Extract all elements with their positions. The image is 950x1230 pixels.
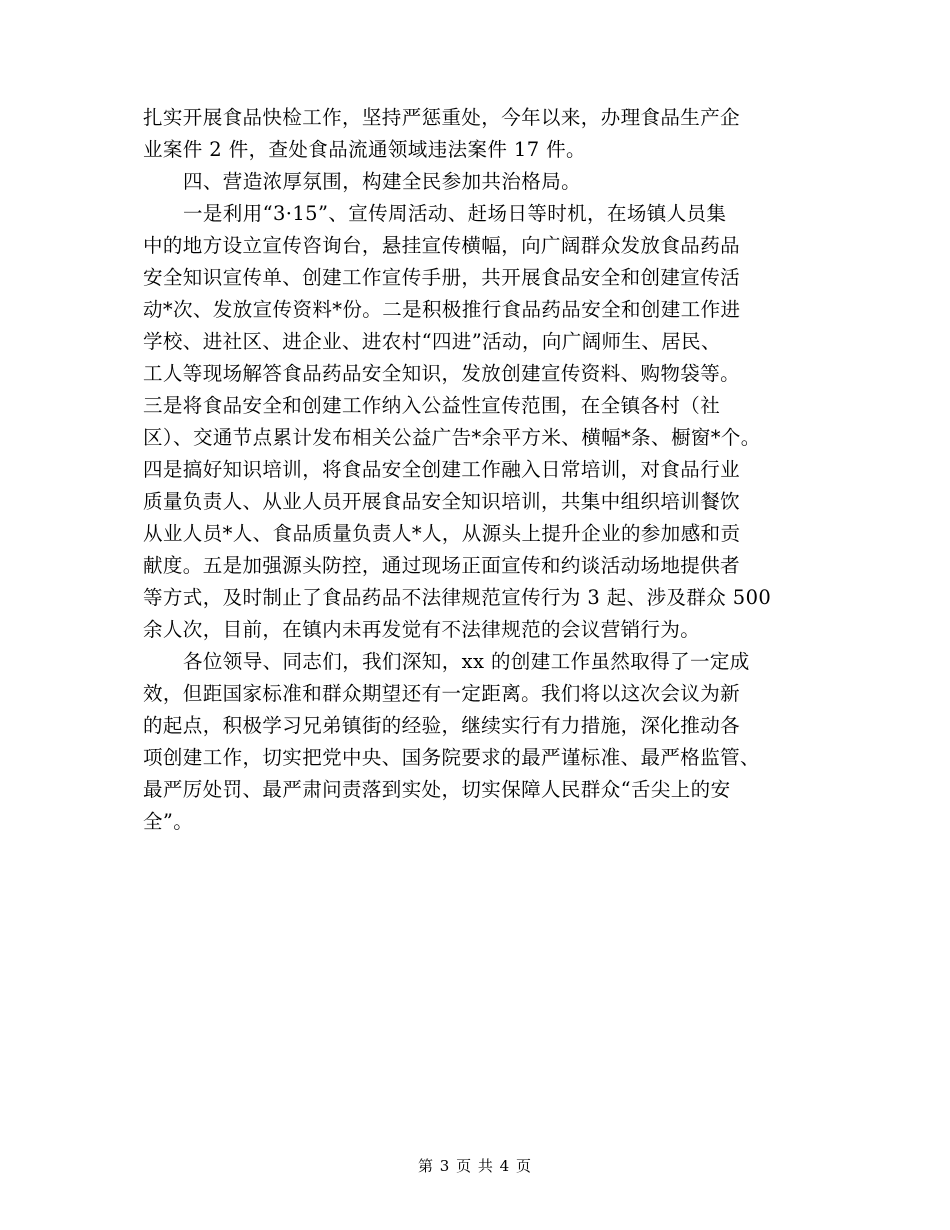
text-line: 学校、进社区、进企业、进农村“四进”活动，向广阔师生、居民、 bbox=[143, 330, 721, 353]
text-line: 献度。五是加强源头防控，通过现场正面宣传和约谈活动场地提供者 bbox=[143, 554, 741, 577]
text-line: 三是将食品安全和创建工作纳入公益性宣传范围，在全镇各村（社 bbox=[143, 394, 721, 417]
text-line: 从业人员*人、食品质量负责人*人，从源头上提升企业的参加感和贡 bbox=[143, 522, 741, 545]
text-line: 工人等现场解答食品药品安全知识，发放创建宣传资料、购物袋等。 bbox=[143, 362, 741, 385]
text-line: 区）、交通节点累计发布相关公益广告*余平方米、横幅*条、橱窗*个。 bbox=[143, 426, 761, 449]
text-line: 各位领导、同志们，我们深知，xx 的创建工作虽然取得了一定成 bbox=[183, 650, 750, 673]
text-line: 四、营造浓厚氛围，构建全民参加共治格局。 bbox=[183, 170, 582, 193]
text-line: 一是利用“3·15”、宣传周活动、赶场日等时机，在场镇人员集 bbox=[183, 202, 727, 225]
text-line: 四是搞好知识培训，将食品安全创建工作融入日常培训，对食品行业 bbox=[143, 458, 741, 481]
text-line: 动*次、发放宣传资料*份。二是积极推行食品药品安全和创建工作进 bbox=[143, 298, 741, 321]
text-line: 最严厉处罚、最严肃问责落到实处，切实保障人民群众“舌尖上的安 bbox=[143, 778, 731, 801]
text-line: 质量负责人、从业人员开展食品安全知识培训，共集中组织培训餐饮 bbox=[143, 490, 741, 513]
text-line: 中的地方设立宣传咨询台，悬挂宣传横幅，向广阔群众发放食品药品 bbox=[143, 234, 741, 257]
text-line: 扎实开展食品快检工作，坚持严惩重处，今年以来，办理食品生产企 bbox=[143, 106, 741, 129]
text-line: 项创建工作，切实把党中央、国务院要求的最严谨标准、最严格监管、 bbox=[143, 746, 760, 769]
text-line: 全”。 bbox=[143, 810, 194, 833]
text-line: 等方式，及时制止了食品药品不法律规范宣传行为 3 起、涉及群众 500 bbox=[143, 586, 772, 609]
text-line: 安全知识宣传单、创建工作宣传手册，共开展食品安全和创建宣传活 bbox=[143, 266, 741, 289]
text-line: 余人次，目前，在镇内未再发觉有不法律规范的会议营销行为。 bbox=[143, 618, 701, 641]
text-line: 业案件 2 件，查处食品流通领域违法案件 17 件。 bbox=[143, 138, 586, 161]
text-line: 的起点，积极学习兄弟镇街的经验，继续实行有力措施，深化推动各 bbox=[143, 714, 741, 737]
text-line: 效，但距国家标准和群众期望还有一定距离。我们将以这次会议为新 bbox=[143, 682, 741, 705]
document-body bbox=[143, 102, 823, 838]
page-number-footer: 第 3 页 共 4 页 bbox=[418, 1157, 532, 1175]
